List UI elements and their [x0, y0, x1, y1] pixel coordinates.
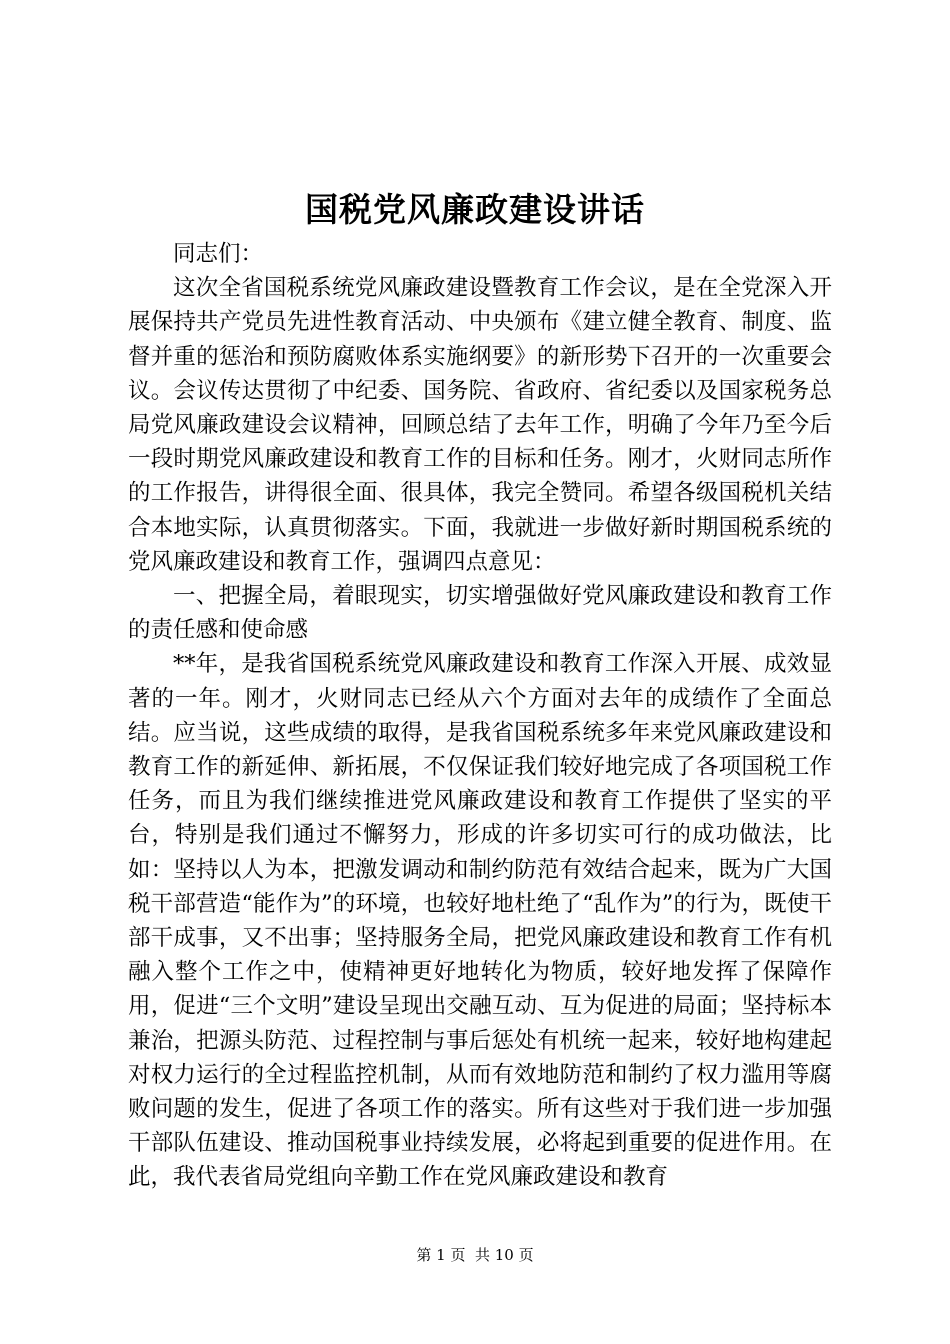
salutation-paragraph: 同志们：: [173, 241, 264, 267]
section-heading-paragraph: 一、把握全局，着眼现实，切实增强做好党风廉政建设和教育工作的责任感和使命感: [128, 583, 832, 644]
document-title: 国税党风廉政建设讲话: [305, 190, 645, 229]
body-paragraph: **年，是我省国税系统党风廉政建设和教育工作深入开展、成效显著的一年。刚才，火财同志已经从六个方面对去年的成绩作了全面总结。应当说，这些成绩的取得，是我省国税系统多年来党风廉政建设和教育工作的新延伸、新拓展，不仅保证我们较好地完成了各项国税工作任务，而且为我们继续推进党风廉政建设和教育工作提供了坚实的平台，特别是我们通过不懈努力，形成的许多切实可行的成功做法，比如：坚持以人为本，把激发调动和制约防范有效结合起来，既为广大国税干部营造“能作为”的环境，也较好地杜绝了“乱作为”的行为，既使干部干成事，又不出事；坚持服务全局，把党风廉政建设和教育工作有机融入整个工作之中，使精神更好地转化为物质，较好地发挥了保障作用，促进“三个文明”建设呈现出交融互动、互为促进的局面；坚持标本兼治，把源头防范、过程控制与事后惩处有机统一起来，较好地构建起对权力运行的全过程监控机制，从而有效地防范和制约了权力滥用等腐败问题的发生，促进了各项工作的落实。所有这些对于我们进一步加强干部队伍建设、推动国税事业持续发展，必将起到重要的促进作用。在此，我代表省局党组向辛勤工作在党风廉政建设和教育: [128, 651, 832, 1191]
intro-paragraph: 这次全省国税系统党风廉政建设暨教育工作会议，是在全党深入开展保持共产党员先进性教育活动、中央颁布《建立健全教育、制度、监督并重的惩治和预防腐败体系实施纲要》的新形势下召开的一次重要会议。会议传达贯彻了中纪委、国务院、省政府、省纪委以及国家税务总局党风廉政建设会议精神，回顾总结了去年工作，明确了今年乃至今后一段时期党风廉政建设和教育工作的目标和任务。刚才，火财同志所作的工作报告，讲得很全面、很具体，我完全赞同。希望各级国税机关结合本地实际，认真贯彻落实。下面，我就进一步做好新时期国税系统的党风廉政建设和教育工作，强调四点意见：: [128, 275, 832, 575]
page-footer: [0, 1244, 950, 1266]
document-body: [128, 237, 832, 1195]
page-number: 第 1 页: [416, 1246, 466, 1264]
page-total: 共 10 页: [475, 1246, 534, 1264]
